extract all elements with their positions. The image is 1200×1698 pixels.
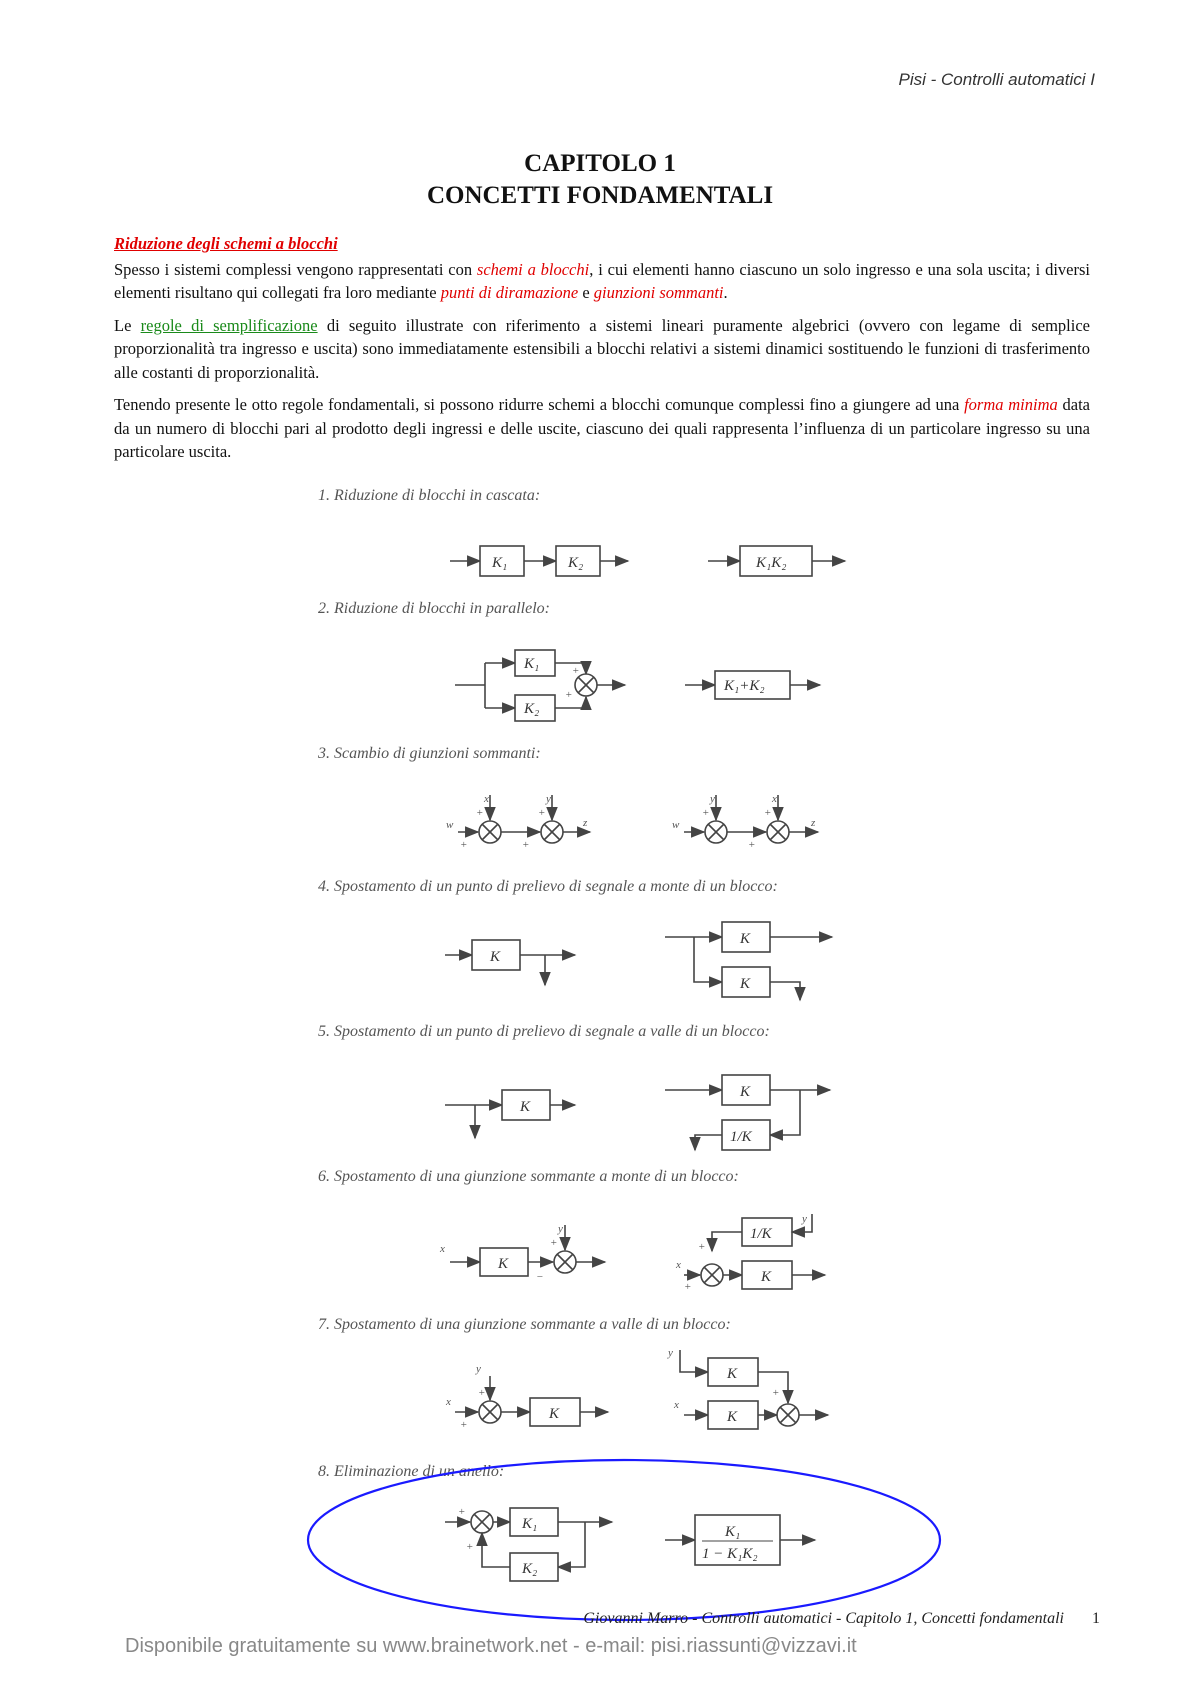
signal-y-r7-right: y [668,1347,673,1359]
sign-y-right: + [702,807,710,819]
block-k-r7-top: K [727,1366,738,1382]
block-k-r4-left: K [490,949,501,965]
p1-text-c: , i cui elementi hanno ciascuno un solo ingresso e una sola uscita; i diversi elementi risultano qui collegati fra loro mediante [114,259,1091,302]
sign-r7-left-bottom: + [460,1419,468,1431]
page-footer [583,1610,1100,1628]
block-k1-r8: K₁ [522,1516,538,1532]
rule-7-caption: 7. Spostamento di una giunzione sommante a valle di un blocco: [318,1316,731,1333]
rule-4-diagram [445,922,832,1000]
section-heading: Riduzione degli schemi a blocchi [114,234,338,253]
p1-text-e: e [578,283,594,302]
block-k1-parallel: K₁ [524,656,540,672]
signal-y-right: y [710,793,715,805]
availability-notice: Disponibile gratuitamente su www.brainetwork.net - e-mail: pisi.riassunti@vizzavi.it [125,1635,857,1657]
running-header: Pisi - Controlli automatici I [898,70,1095,89]
p3-text-a: Tenendo presente le otto regole fondamentali, si possono ridurre schemi a blocchi comunque complessi fino a giungere ad una [114,395,965,414]
signal-z-right: z [811,817,816,829]
highlight-ellipse [308,1460,940,1620]
rule-6-diagram [439,1213,825,1293]
block-k1-plus-k2: K₁+K₂ [724,678,765,694]
rule-6-caption: 6. Spostamento di una giunzione sommante a monte di un blocco: [318,1168,739,1185]
sign-r6-left-top: + [550,1237,558,1249]
block-k-r7-bottom: K [727,1409,738,1425]
sign-w-left: + [460,839,468,851]
p2-text-a: Le [114,315,141,335]
rule-1-caption: 1. Riduzione di blocchi in cascata: [318,487,541,504]
sum-sign-top: + [572,665,580,677]
signal-x-r6-left: x [440,1243,445,1255]
block-k-r4-bottom: K [740,976,751,992]
term-forma-minima: forma minima [964,395,1058,414]
sign-r6-right-top: + [698,1241,706,1253]
sign-r8-left: + [458,1506,466,1518]
p2-text-c: di seguito illustrate con riferimento a sistemi lineari puramente algebrici (ovvero con legame di semplice proporzionalità tra ingresso e uscita) sono immediatamente estensibili a blocchi relativi a sistemi dinamici sostituendo le funzioni di trasferimento alle costanti di proporzionalità. [114,315,1090,382]
sign-r8-feedback: + [466,1541,474,1553]
block-k1: K₁ [492,555,508,571]
block-k-r6-right: K [761,1269,772,1285]
block-inv-k-r5: 1/K [730,1129,752,1145]
sign-x-right: + [764,807,772,819]
block-k2-parallel: K₂ [524,701,540,717]
signal-x-right: x [772,793,777,805]
sign-x-left: + [476,807,484,819]
signal-z-left: z [583,817,588,829]
p3-text-c: data da un numero di blocchi pari al prodotto degli ingressi e delle uscite, ciascuno dei quali rappresenta l’influenza di un particolare ingresso su una particolare uscita. [114,395,1090,461]
transfer-denominator: 1 − K₁K₂ [702,1546,758,1562]
signal-x-left: x [484,793,489,805]
block-k-r5-top: K [740,1084,751,1100]
transfer-numerator: K₁ [725,1524,741,1540]
signal-x-r6-right: x [676,1259,681,1271]
block-k2-r8: K₂ [522,1561,538,1577]
block-inv-k-r6: 1/K [750,1226,772,1242]
sign-r6-left-bottom: − [536,1271,544,1283]
rule-8-caption: 8. Eliminazione di un anello: [318,1463,505,1480]
sign-r6-right-bottom: + [684,1281,692,1293]
sign-mid-left: + [522,839,530,851]
term-schemi-a-blocchi: schemi a blocchi [476,259,590,279]
signal-y-r7-left: y [476,1363,481,1375]
signal-w-left: w [446,819,454,831]
block-k2: K₂ [568,555,584,571]
chapter-number: CAPITOLO 1 [524,150,676,177]
footer-citation: Giovanni Marro - Controlli automatici - Capitolo 1, Concetti fondamentali [583,1610,1064,1627]
block-k-r5-left: K [520,1099,531,1115]
rule-8-diagram [445,1506,815,1581]
rule-2-diagram [455,650,820,721]
p1-text-g: . [723,283,728,302]
p1-text-a: Spesso i sistemi complessi vengono rappresentati con [114,259,477,279]
signal-y-left: y [546,793,551,805]
rule-1-diagram [450,546,845,576]
page-number: 1 [1092,1610,1100,1627]
sign-mid-right: + [748,839,756,851]
chapter-name: CONCETTI FONDAMENTALI [426,182,774,209]
block-k-r6-left: K [498,1256,509,1272]
link-regole-di-semplificazione[interactable]: regole di semplificazione [140,315,318,335]
signal-x-r7-right: x [674,1399,679,1411]
sign-y-left: + [538,807,546,819]
signal-w-right: w [672,819,680,831]
sign-r7-right-top: + [772,1387,780,1399]
signal-x-r7-left: x [446,1396,451,1408]
rule-3-caption: 3. Scambio di giunzioni sommanti: [318,745,541,762]
rule-2-caption: 2. Riduzione di blocchi in parallelo: [318,600,550,617]
term-giunzioni-sommanti: giunzioni sommanti [593,283,724,302]
signal-y-r6-left: y [558,1223,563,1235]
block-k1k2: K₁K₂ [756,555,787,571]
sign-r7-left-top: + [478,1387,486,1399]
rule-5-diagram [445,1075,830,1150]
rule-5-caption: 5. Spostamento di un punto di prelievo di segnale a valle di un blocco: [318,1023,770,1040]
rule-7-diagram [445,1347,828,1431]
term-punti-di-diramazione: punti di diramazione [440,283,579,302]
block-k-r4-top: K [740,931,751,947]
rule-4-caption: 4. Spostamento di un punto di prelievo di segnale a monte di un blocco: [318,878,778,895]
sum-sign-bottom: + [565,689,573,701]
signal-y-r6-right: y [802,1213,807,1225]
block-k-r7-left: K [549,1406,560,1422]
rule-3-diagram [446,793,818,851]
